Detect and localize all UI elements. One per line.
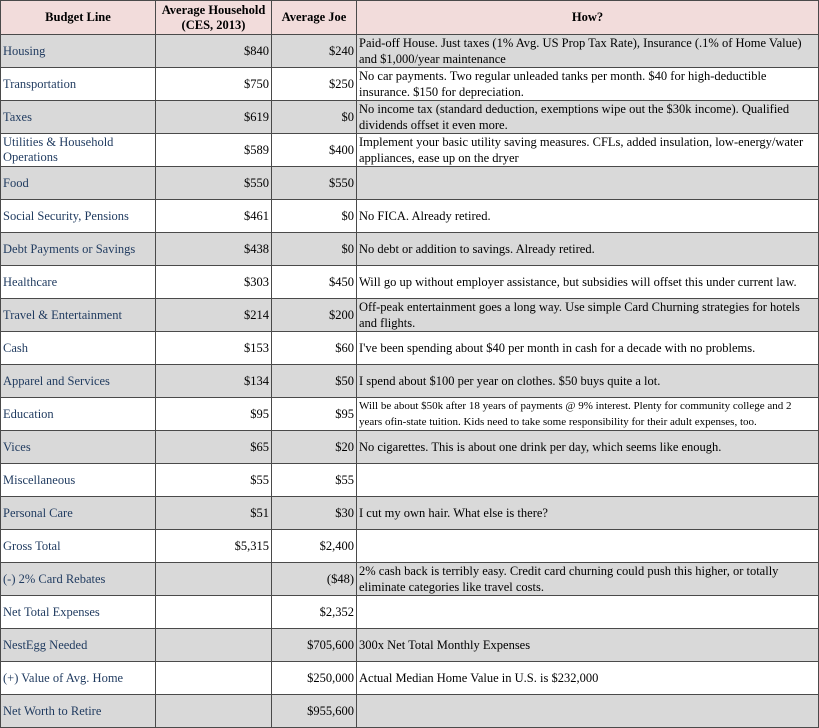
average-joe-cell: $50 — [272, 365, 357, 398]
average-household-cell: $55 — [156, 464, 272, 497]
average-household-cell: $550 — [156, 167, 272, 200]
how-cell: 300x Net Total Monthly Expenses — [357, 629, 819, 662]
table-row — [1, 167, 819, 200]
average-joe-cell: $60 — [272, 332, 357, 365]
table-row — [1, 68, 819, 101]
how-cell: Will go up without employer assistance, but subsidies will offset this under current law. — [357, 266, 819, 299]
average-household-cell — [156, 662, 272, 695]
average-joe-cell: $240 — [272, 35, 357, 68]
budget-line-cell: Net Total Expenses — [1, 596, 156, 629]
how-cell — [357, 695, 819, 728]
average-joe-cell: $0 — [272, 233, 357, 266]
table-row — [1, 695, 819, 728]
table-row — [1, 464, 819, 497]
budget-line-cell: Social Security, Pensions — [1, 200, 156, 233]
table-row — [1, 662, 819, 695]
average-joe-cell: $0 — [272, 200, 357, 233]
average-household-cell: $840 — [156, 35, 272, 68]
how-cell: No income tax (standard deduction, exemptions wipe out the $30k income). Qualified dividends offset it even more. — [357, 101, 819, 134]
how-cell: I've been spending about $40 per month in cash for a decade with no problems. — [357, 332, 819, 365]
header-row — [1, 1, 819, 35]
how-cell — [357, 464, 819, 497]
header-budget-line: Budget Line — [1, 1, 156, 35]
average-household-cell: $153 — [156, 332, 272, 365]
table-row — [1, 629, 819, 662]
header-how: How? — [357, 1, 819, 35]
average-household-cell: $438 — [156, 233, 272, 266]
table-row — [1, 530, 819, 563]
average-joe-cell: $955,600 — [272, 695, 357, 728]
table-row — [1, 101, 819, 134]
table-row — [1, 35, 819, 68]
table-row — [1, 266, 819, 299]
how-cell: I cut my own hair. What else is there? — [357, 497, 819, 530]
budget-line-cell: Housing — [1, 35, 156, 68]
average-household-cell: $461 — [156, 200, 272, 233]
budget-line-cell: Food — [1, 167, 156, 200]
how-cell — [357, 596, 819, 629]
average-joe-cell: $2,352 — [272, 596, 357, 629]
table-row — [1, 596, 819, 629]
budget-line-cell: Net Worth to Retire — [1, 695, 156, 728]
budget-line-cell: Apparel and Services — [1, 365, 156, 398]
average-household-cell — [156, 596, 272, 629]
table-row — [1, 563, 819, 596]
how-cell: Paid-off House. Just taxes (1% Avg. US Prop Tax Rate), Insurance (.1% of Home Value) and $1,000/year maintenance — [357, 35, 819, 68]
how-cell: Will be about $50k after 18 years of payments @ 9% interest. Plenty for community college and 2 years ofin-state tuition. Kids need to take some responsibility for their adult expenses, too. — [357, 398, 819, 431]
average-joe-cell: ($48) — [272, 563, 357, 596]
average-household-cell: $619 — [156, 101, 272, 134]
average-joe-cell: $200 — [272, 299, 357, 332]
how-cell: Off-peak entertainment goes a long way. Use simple Card Churning strategies for hotels and flights. — [357, 299, 819, 332]
average-household-cell — [156, 695, 272, 728]
average-joe-cell: $250,000 — [272, 662, 357, 695]
table-row — [1, 365, 819, 398]
budget-line-cell: Gross Total — [1, 530, 156, 563]
budget-line-cell: (+) Value of Avg. Home — [1, 662, 156, 695]
average-household-cell: $134 — [156, 365, 272, 398]
budget-line-cell: Personal Care — [1, 497, 156, 530]
budget-line-cell: Utilities & Household Operations — [1, 134, 156, 167]
budget-line-cell: Miscellaneous — [1, 464, 156, 497]
average-joe-cell: $550 — [272, 167, 357, 200]
budget-line-cell: Transportation — [1, 68, 156, 101]
how-cell: No FICA. Already retired. — [357, 200, 819, 233]
average-joe-cell: $250 — [272, 68, 357, 101]
header-average-household: Average Household (CES, 2013) — [156, 1, 272, 35]
how-cell: No debt or addition to savings. Already retired. — [357, 233, 819, 266]
average-joe-cell: $55 — [272, 464, 357, 497]
average-household-cell: $95 — [156, 398, 272, 431]
how-cell: I spend about $100 per year on clothes. $50 buys quite a lot. — [357, 365, 819, 398]
average-household-cell — [156, 629, 272, 662]
average-household-cell: $214 — [156, 299, 272, 332]
table-row — [1, 233, 819, 266]
average-joe-cell: $705,600 — [272, 629, 357, 662]
budget-line-cell: Cash — [1, 332, 156, 365]
budget-line-cell: Education — [1, 398, 156, 431]
average-joe-cell: $20 — [272, 431, 357, 464]
budget-line-cell: Travel & Entertainment — [1, 299, 156, 332]
table-row — [1, 497, 819, 530]
average-joe-cell: $0 — [272, 101, 357, 134]
average-household-cell: $303 — [156, 266, 272, 299]
how-cell: Actual Median Home Value in U.S. is $232,000 — [357, 662, 819, 695]
average-joe-cell: $30 — [272, 497, 357, 530]
average-joe-cell: $95 — [272, 398, 357, 431]
table-row — [1, 134, 819, 167]
how-cell: Implement your basic utility saving measures. CFLs, added insulation, low-energy/water appliances, ease up on the dryer — [357, 134, 819, 167]
budget-line-cell: Vices — [1, 431, 156, 464]
table-row — [1, 398, 819, 431]
average-household-cell: $5,315 — [156, 530, 272, 563]
table-row — [1, 332, 819, 365]
average-joe-cell: $2,400 — [272, 530, 357, 563]
budget-line-cell: Debt Payments or Savings — [1, 233, 156, 266]
how-cell — [357, 167, 819, 200]
budget-line-cell: (-) 2% Card Rebates — [1, 563, 156, 596]
table-row — [1, 200, 819, 233]
average-household-cell: $65 — [156, 431, 272, 464]
how-cell — [357, 530, 819, 563]
how-cell: No car payments. Two regular unleaded tanks per month. $40 for high-deductible insurance. $150 for depreciation. — [357, 68, 819, 101]
budget-line-cell: Healthcare — [1, 266, 156, 299]
table-row — [1, 299, 819, 332]
header-average-joe: Average Joe — [272, 1, 357, 35]
budget-line-cell: NestEgg Needed — [1, 629, 156, 662]
average-household-cell: $51 — [156, 497, 272, 530]
average-household-cell — [156, 563, 272, 596]
average-joe-cell: $400 — [272, 134, 357, 167]
how-cell: No cigarettes. This is about one drink per day, which seems like enough. — [357, 431, 819, 464]
average-household-cell: $589 — [156, 134, 272, 167]
budget-line-cell: Taxes — [1, 101, 156, 134]
how-cell: 2% cash back is terribly easy. Credit card churning could push this higher, or totally eliminate categories like travel costs. — [357, 563, 819, 596]
average-joe-cell: $450 — [272, 266, 357, 299]
table-row — [1, 431, 819, 464]
average-household-cell: $750 — [156, 68, 272, 101]
